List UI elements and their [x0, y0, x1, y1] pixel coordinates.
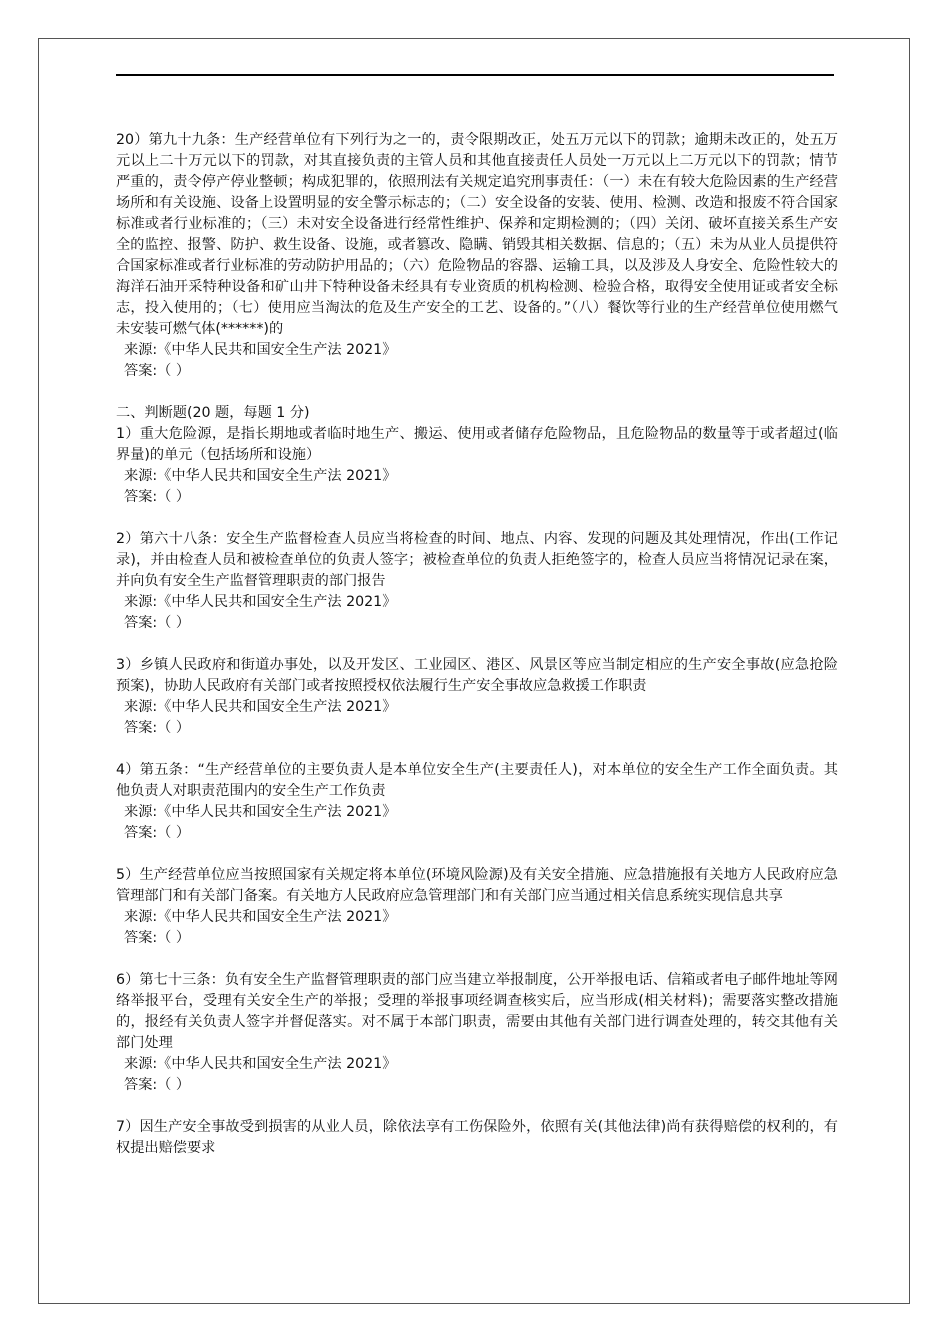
question-20-text: 20）第九十九条：生产经营单位有下列行为之一的，责令限期改正，处五万元以下的罚款；逾期未改正的，处五万元以上二十万元以下的罚款，对其直接负责的主管人员和其他直接责任人员处一万元以上二万元以下的罚款；情节严重的，责令停产停业整顿；构成犯罪的，依照刑法有关规定追究刑事责任：（一）未在有较大危险因素的生产经营场所和有关设施、设备上设置明显的安全警示标志的；（二）安全设备的安装、使用、检测、改造和报废不符合国家标准或者行业标准的；（三）未对安全设备进行经常性维护、保养和定期检测的；（四）关闭、破坏直接关系生产安全的监控、报警、防护、救生设备、设施，或者篡改、隐瞒、销毁其相关数据、信息的；（五）未为从业人员提供符合国家标准或者行业标准的劳动防护用品的；（六）危险物品的容器、运输工具，以及涉及人身安全、危险性较大的海洋石油开采特种设备和矿山井下特种设备未经具有专业资质的机构检测、检验合格，取得安全使用证或者安全标志，投入使用的；（七）使用应当淘汰的危及生产安全的工艺、设备的。”（八）餐饮等行业的生产经营单位使用燃气未安装可燃气体(******)的: [116, 132, 838, 337]
question-answer: 答案:（ ）: [124, 1077, 191, 1093]
section-title: 二、判断题(20 题，每题 1 分): [116, 405, 310, 421]
question-block: [116, 970, 838, 1096]
question-text: 5）生产经营单位应当按照国家有关规定将本单位(环境风险源)及有关安全措施、应急措施报有关地方人民政府应急管理部门和有关部门备案。有关地方人民政府应急管理部门和有关部门应当通过相关信息系统实现信息共享: [116, 867, 838, 904]
question-text: 7）因生产安全事故受到损害的从业人员，除依法享有工伤保险外，依照有关(其他法律)尚有获得赔偿的权利的，有权提出赔偿要求: [116, 1119, 838, 1156]
question-block: [116, 1117, 838, 1159]
question-answer: 答案:（ ）: [124, 720, 191, 736]
question-source: 来源:《中华人民共和国安全生产法 2021》: [124, 1056, 397, 1072]
document-body: [116, 130, 838, 1180]
question-block: [116, 655, 838, 739]
question-source: 来源:《中华人民共和国安全生产法 2021》: [124, 699, 397, 715]
question-text: 3）乡镇人民政府和街道办事处，以及开发区、工业园区、港区、风景区等应当制定相应的生产安全事故(应急抢险预案)，协助人民政府有关部门或者按照授权依法履行生产安全事故应急救援工作职责: [116, 657, 838, 694]
question-answer: 答案:（ ）: [124, 825, 191, 841]
question-source: 来源:《中华人民共和国安全生产法 2021》: [124, 468, 397, 484]
question-text: 2）第六十八条：安全生产监督检查人员应当将检查的时间、地点、内容、发现的问题及其处理情况，作出(工作记录)，并由检查人员和被检查单位的负责人签字；被检查单位的负责人拒绝签字的，检查人员应当将情况记录在案，并向负有安全生产监督管理职责的部门报告: [116, 531, 838, 589]
question-block: [116, 760, 838, 844]
question-text: 1）重大危险源，是指长期地或者临时地生产、搬运、使用或者储存危险物品，且危险物品的数量等于或者超过(临界量)的单元（包括场所和设施）: [116, 426, 838, 463]
question-text: 6）第七十三条：负有安全生产监督管理职责的部门应当建立举报制度，公开举报电话、信箱或者电子邮件地址等网络举报平台，受理有关安全生产的举报；受理的举报事项经调查核实后，应当形成(相关材料)；需要落实整改措施的，报经有关负责人签字并督促落实。对不属于本部门职责，需要由其他有关部门进行调查处理的，转交其他有关部门处理: [116, 972, 838, 1051]
question-20-source: 来源:《中华人民共和国安全生产法 2021》: [124, 342, 397, 358]
question-answer: 答案:（ ）: [124, 615, 191, 631]
question-block: [116, 529, 838, 634]
question-source: 来源:《中华人民共和国安全生产法 2021》: [124, 594, 397, 610]
true-false-section: [116, 403, 838, 1159]
question-block: [116, 424, 838, 508]
question-source: 来源:《中华人民共和国安全生产法 2021》: [124, 909, 397, 925]
question-20-answer: 答案:（ ）: [124, 363, 191, 379]
header-rule: [116, 74, 834, 76]
question-source: 来源:《中华人民共和国安全生产法 2021》: [124, 804, 397, 820]
question-text: 4）第五条：“生产经营单位的主要负责人是本单位安全生产(主要责任人)，对本单位的安全生产工作全面负责。其他负责人对职责范围内的安全生产工作负责: [116, 762, 838, 799]
question-answer: 答案:（ ）: [124, 930, 191, 946]
question-answer: 答案:（ ）: [124, 489, 191, 505]
question-block: [116, 865, 838, 949]
question-20-block: [116, 130, 838, 382]
